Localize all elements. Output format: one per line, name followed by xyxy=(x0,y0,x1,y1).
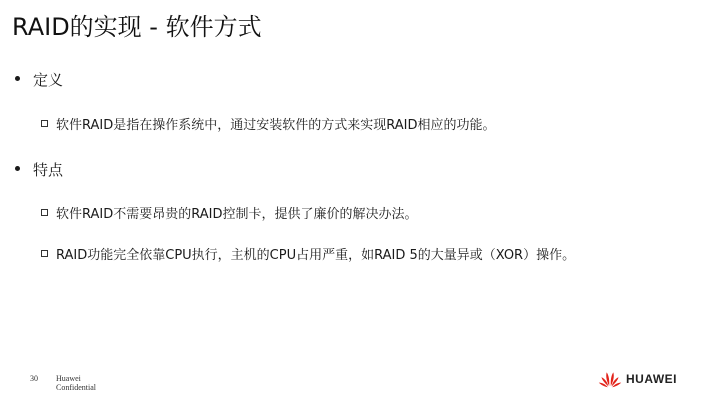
bullet-square-icon xyxy=(41,250,48,257)
page-number: 30 xyxy=(30,374,38,383)
list-item-text: 软件RAID不需要昂贵的RAID控制卡，提供了廉价的解决办法。 xyxy=(56,207,418,222)
list-item-text: RAID功能完全依靠CPU执行，主机的CPU占用严重，如RAID 5的大量异或（XOR）操作。 xyxy=(56,248,576,263)
list-item xyxy=(41,117,496,135)
logo-text: HUAWEI xyxy=(626,372,677,386)
huawei-logo xyxy=(598,369,677,389)
bullet-square-icon xyxy=(41,209,48,216)
list-item xyxy=(41,206,418,224)
bullet-dot-icon xyxy=(15,76,20,81)
slide-title: RAID的实现 - 软件方式 xyxy=(12,13,262,41)
section-heading-label: 特点 xyxy=(33,161,64,179)
section-heading-definition xyxy=(15,70,63,90)
list-item xyxy=(41,247,575,265)
company-name: Huawei xyxy=(56,374,81,383)
huawei-petal-logo-icon xyxy=(598,369,622,389)
classification-label xyxy=(56,374,96,392)
section-heading-features xyxy=(15,160,63,180)
bullet-dot-icon xyxy=(15,166,20,171)
classification-text: Confidential xyxy=(56,383,96,392)
section-heading-label: 定义 xyxy=(33,71,64,89)
bullet-square-icon xyxy=(41,120,48,127)
list-item-text: 软件RAID是指在操作系统中，通过安装软件的方式来实现RAID相应的功能。 xyxy=(56,118,496,133)
